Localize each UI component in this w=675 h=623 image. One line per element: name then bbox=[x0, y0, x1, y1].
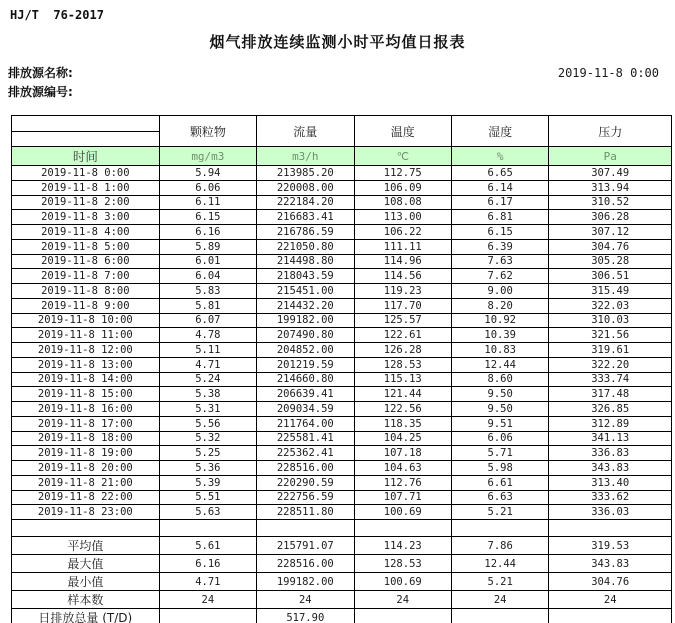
blank-cell bbox=[549, 520, 672, 537]
row-value-4: 317.48 bbox=[549, 387, 672, 402]
unit-0: mg/m3 bbox=[159, 147, 256, 166]
table-row bbox=[12, 284, 672, 299]
summary-value-4: 343.83 bbox=[549, 555, 672, 573]
row-value-0: 5.24 bbox=[159, 372, 256, 387]
row-value-3: 6.15 bbox=[451, 225, 548, 240]
row-value-3: 8.20 bbox=[451, 298, 548, 313]
row-time: 2019-11-8 16:00 bbox=[12, 402, 160, 417]
row-value-3: 12.44 bbox=[451, 357, 548, 372]
row-value-4: 313.94 bbox=[549, 180, 672, 195]
row-value-2: 112.76 bbox=[354, 475, 451, 490]
table-header bbox=[12, 116, 672, 166]
row-value-0: 6.01 bbox=[159, 254, 256, 269]
table-row bbox=[12, 298, 672, 313]
summary-value-3: 5.21 bbox=[451, 573, 548, 591]
row-value-1: 206639.41 bbox=[257, 387, 354, 402]
table-row bbox=[12, 254, 672, 269]
table-row bbox=[12, 446, 672, 461]
summary-value-4: 319.53 bbox=[549, 537, 672, 555]
summary-value-0: 5.61 bbox=[159, 537, 256, 555]
table-row bbox=[12, 225, 672, 240]
report-timestamp: 2019-11-8 0:00 bbox=[557, 66, 659, 80]
table-row bbox=[12, 180, 672, 195]
source-name-label: 排放源名称: bbox=[8, 66, 73, 80]
table-row bbox=[12, 387, 672, 402]
row-value-0: 5.56 bbox=[159, 416, 256, 431]
table-row bbox=[12, 210, 672, 225]
row-value-1: 218043.59 bbox=[257, 269, 354, 284]
row-value-3: 6.63 bbox=[451, 490, 548, 505]
row-value-3: 6.61 bbox=[451, 475, 548, 490]
table-row bbox=[12, 166, 672, 181]
row-value-2: 104.63 bbox=[354, 461, 451, 476]
row-value-0: 6.11 bbox=[159, 195, 256, 210]
row-value-1: 204852.00 bbox=[257, 343, 354, 358]
summary-row bbox=[12, 573, 672, 591]
summary-value-1: 517.90 bbox=[257, 609, 354, 623]
row-value-1: 220008.00 bbox=[257, 180, 354, 195]
row-value-2: 122.61 bbox=[354, 328, 451, 343]
row-value-2: 104.25 bbox=[354, 431, 451, 446]
row-value-3: 6.65 bbox=[451, 166, 548, 181]
summary-value-1: 199182.00 bbox=[257, 573, 354, 591]
column-header-2: 温度 bbox=[354, 116, 451, 147]
standard-number: HJ/T 76-2017 bbox=[10, 8, 104, 22]
row-value-2: 114.56 bbox=[354, 269, 451, 284]
row-time: 2019-11-8 12:00 bbox=[12, 343, 160, 358]
row-time: 2019-11-8 10:00 bbox=[12, 313, 160, 328]
row-value-4: 307.49 bbox=[549, 166, 672, 181]
source-code-label: 排放源编号: bbox=[8, 85, 73, 99]
row-value-1: 222756.59 bbox=[257, 490, 354, 505]
row-value-4: 319.61 bbox=[549, 343, 672, 358]
table-row bbox=[12, 505, 672, 520]
summary-value-0: 6.16 bbox=[159, 555, 256, 573]
row-value-1: 216683.41 bbox=[257, 210, 354, 225]
row-value-2: 100.69 bbox=[354, 505, 451, 520]
row-value-4: 336.83 bbox=[549, 446, 672, 461]
row-value-1: 199182.00 bbox=[257, 313, 354, 328]
row-value-0: 6.07 bbox=[159, 313, 256, 328]
summary-value-4: 24 bbox=[549, 591, 672, 609]
column-header-0: 颗粒物 bbox=[159, 116, 256, 147]
row-value-4: 333.74 bbox=[549, 372, 672, 387]
row-value-2: 121.44 bbox=[354, 387, 451, 402]
row-value-0: 5.63 bbox=[159, 505, 256, 520]
row-time: 2019-11-8 0:00 bbox=[12, 166, 160, 181]
summary-row bbox=[12, 591, 672, 609]
table-row bbox=[12, 313, 672, 328]
row-value-0: 4.71 bbox=[159, 357, 256, 372]
row-value-4: 322.03 bbox=[549, 298, 672, 313]
row-value-1: 225581.41 bbox=[257, 431, 354, 446]
row-value-4: 322.20 bbox=[549, 357, 672, 372]
blank-cell bbox=[159, 520, 256, 537]
row-value-3: 5.98 bbox=[451, 461, 548, 476]
row-value-3: 9.50 bbox=[451, 402, 548, 417]
row-time: 2019-11-8 5:00 bbox=[12, 239, 160, 254]
header-row-1 bbox=[12, 116, 672, 132]
row-value-3: 5.21 bbox=[451, 505, 548, 520]
row-value-1: 201219.59 bbox=[257, 357, 354, 372]
corner-cell-bottom bbox=[12, 132, 160, 147]
row-value-1: 213985.20 bbox=[257, 166, 354, 181]
row-value-3: 9.51 bbox=[451, 416, 548, 431]
row-time: 2019-11-8 21:00 bbox=[12, 475, 160, 490]
row-value-1: 207490.80 bbox=[257, 328, 354, 343]
row-value-2: 126.28 bbox=[354, 343, 451, 358]
row-time: 2019-11-8 20:00 bbox=[12, 461, 160, 476]
row-value-0: 5.31 bbox=[159, 402, 256, 417]
summary-value-2: 114.23 bbox=[354, 537, 451, 555]
blank-cell bbox=[257, 520, 354, 537]
row-value-2: 122.56 bbox=[354, 402, 451, 417]
row-value-1: 215451.00 bbox=[257, 284, 354, 299]
column-header-1: 流量 bbox=[257, 116, 354, 147]
row-value-3: 9.50 bbox=[451, 387, 548, 402]
summary-value-3 bbox=[451, 609, 548, 623]
row-time: 2019-11-8 6:00 bbox=[12, 254, 160, 269]
row-value-0: 5.89 bbox=[159, 239, 256, 254]
row-time: 2019-11-8 13:00 bbox=[12, 357, 160, 372]
summary-value-0 bbox=[159, 609, 256, 623]
row-time: 2019-11-8 4:00 bbox=[12, 225, 160, 240]
row-value-2: 114.96 bbox=[354, 254, 451, 269]
table-row bbox=[12, 475, 672, 490]
blank-cell bbox=[354, 520, 451, 537]
summary-value-3: 24 bbox=[451, 591, 548, 609]
table-row bbox=[12, 372, 672, 387]
table-body bbox=[12, 166, 672, 623]
summary-value-0: 24 bbox=[159, 591, 256, 609]
summary-label: 样本数 bbox=[12, 591, 160, 609]
row-value-0: 6.15 bbox=[159, 210, 256, 225]
summary-value-1: 228516.00 bbox=[257, 555, 354, 573]
row-time: 2019-11-8 15:00 bbox=[12, 387, 160, 402]
row-value-4: 321.56 bbox=[549, 328, 672, 343]
unit-4: Pa bbox=[549, 147, 672, 166]
table-row bbox=[12, 461, 672, 476]
row-value-1: 222184.20 bbox=[257, 195, 354, 210]
row-value-3: 10.92 bbox=[451, 313, 548, 328]
row-value-0: 5.39 bbox=[159, 475, 256, 490]
row-value-1: 211764.00 bbox=[257, 416, 354, 431]
row-time: 2019-11-8 14:00 bbox=[12, 372, 160, 387]
row-value-1: 209034.59 bbox=[257, 402, 354, 417]
summary-value-3: 12.44 bbox=[451, 555, 548, 573]
row-value-1: 228516.00 bbox=[257, 461, 354, 476]
row-value-1: 220290.59 bbox=[257, 475, 354, 490]
column-header-4: 压力 bbox=[549, 116, 672, 147]
unit-3: % bbox=[451, 147, 548, 166]
row-value-0: 4.78 bbox=[159, 328, 256, 343]
blank-cell bbox=[451, 520, 548, 537]
row-value-0: 5.38 bbox=[159, 387, 256, 402]
row-value-4: 336.03 bbox=[549, 505, 672, 520]
row-value-3: 6.06 bbox=[451, 431, 548, 446]
row-time: 2019-11-8 11:00 bbox=[12, 328, 160, 343]
row-time: 2019-11-8 7:00 bbox=[12, 269, 160, 284]
row-value-0: 6.04 bbox=[159, 269, 256, 284]
row-value-4: 310.03 bbox=[549, 313, 672, 328]
summary-value-1: 24 bbox=[257, 591, 354, 609]
row-value-4: 310.52 bbox=[549, 195, 672, 210]
row-time: 2019-11-8 22:00 bbox=[12, 490, 160, 505]
row-value-0: 5.83 bbox=[159, 284, 256, 299]
row-value-0: 5.51 bbox=[159, 490, 256, 505]
row-value-2: 112.75 bbox=[354, 166, 451, 181]
row-value-0: 5.25 bbox=[159, 446, 256, 461]
blank-cell bbox=[12, 520, 160, 537]
row-value-3: 6.14 bbox=[451, 180, 548, 195]
row-value-2: 113.00 bbox=[354, 210, 451, 225]
row-value-3: 8.60 bbox=[451, 372, 548, 387]
row-value-0: 6.06 bbox=[159, 180, 256, 195]
row-time: 2019-11-8 23:00 bbox=[12, 505, 160, 520]
row-time: 2019-11-8 3:00 bbox=[12, 210, 160, 225]
row-time: 2019-11-8 8:00 bbox=[12, 284, 160, 299]
row-value-1: 221050.80 bbox=[257, 239, 354, 254]
row-value-3: 10.83 bbox=[451, 343, 548, 358]
table-row bbox=[12, 416, 672, 431]
row-value-1: 225362.41 bbox=[257, 446, 354, 461]
table-row bbox=[12, 490, 672, 505]
row-value-4: 304.76 bbox=[549, 239, 672, 254]
row-value-4: 326.85 bbox=[549, 402, 672, 417]
row-value-2: 107.18 bbox=[354, 446, 451, 461]
row-value-3: 6.81 bbox=[451, 210, 548, 225]
summary-value-2: 100.69 bbox=[354, 573, 451, 591]
row-value-2: 106.22 bbox=[354, 225, 451, 240]
summary-value-1: 215791.07 bbox=[257, 537, 354, 555]
table-row bbox=[12, 402, 672, 417]
hourly-average-table bbox=[11, 115, 672, 623]
row-value-0: 5.32 bbox=[159, 431, 256, 446]
row-value-1: 214498.80 bbox=[257, 254, 354, 269]
row-value-3: 6.17 bbox=[451, 195, 548, 210]
row-value-4: 305.28 bbox=[549, 254, 672, 269]
table-row bbox=[12, 328, 672, 343]
row-value-2: 118.35 bbox=[354, 416, 451, 431]
unit-1: m3/h bbox=[257, 147, 354, 166]
summary-value-2 bbox=[354, 609, 451, 623]
summary-value-2: 128.53 bbox=[354, 555, 451, 573]
row-value-3: 6.39 bbox=[451, 239, 548, 254]
row-value-2: 128.53 bbox=[354, 357, 451, 372]
row-time: 2019-11-8 17:00 bbox=[12, 416, 160, 431]
row-value-0: 5.36 bbox=[159, 461, 256, 476]
row-value-4: 343.83 bbox=[549, 461, 672, 476]
table-row bbox=[12, 269, 672, 284]
row-value-4: 306.28 bbox=[549, 210, 672, 225]
summary-value-4: 304.76 bbox=[549, 573, 672, 591]
summary-value-2: 24 bbox=[354, 591, 451, 609]
time-header: 时间 bbox=[12, 147, 160, 166]
summary-value-3: 7.86 bbox=[451, 537, 548, 555]
row-value-3: 10.39 bbox=[451, 328, 548, 343]
table-row bbox=[12, 357, 672, 372]
row-time: 2019-11-8 9:00 bbox=[12, 298, 160, 313]
summary-row bbox=[12, 555, 672, 573]
summary-label: 最大值 bbox=[12, 555, 160, 573]
row-value-2: 108.08 bbox=[354, 195, 451, 210]
row-value-2: 111.11 bbox=[354, 239, 451, 254]
row-value-4: 333.62 bbox=[549, 490, 672, 505]
corner-cell-top bbox=[12, 116, 160, 132]
summary-value-4 bbox=[549, 609, 672, 623]
row-value-2: 106.09 bbox=[354, 180, 451, 195]
unit-row bbox=[12, 147, 672, 166]
row-value-3: 9.00 bbox=[451, 284, 548, 299]
column-header-3: 湿度 bbox=[451, 116, 548, 147]
summary-value-0: 4.71 bbox=[159, 573, 256, 591]
row-value-1: 214660.80 bbox=[257, 372, 354, 387]
row-time: 2019-11-8 19:00 bbox=[12, 446, 160, 461]
summary-label: 平均值 bbox=[12, 537, 160, 555]
row-value-2: 115.13 bbox=[354, 372, 451, 387]
table-row bbox=[12, 431, 672, 446]
summary-label: 日排放总量 (T/D) bbox=[12, 609, 160, 623]
row-time: 2019-11-8 2:00 bbox=[12, 195, 160, 210]
blank-row bbox=[12, 520, 672, 537]
row-value-2: 107.71 bbox=[354, 490, 451, 505]
row-value-0: 5.81 bbox=[159, 298, 256, 313]
summary-row bbox=[12, 537, 672, 555]
row-value-2: 119.23 bbox=[354, 284, 451, 299]
row-time: 2019-11-8 18:00 bbox=[12, 431, 160, 446]
row-value-3: 7.62 bbox=[451, 269, 548, 284]
table-row bbox=[12, 343, 672, 358]
row-value-2: 117.70 bbox=[354, 298, 451, 313]
report-title: 烟气排放连续监测小时平均值日报表 bbox=[209, 33, 466, 51]
row-value-1: 228511.80 bbox=[257, 505, 354, 520]
row-value-3: 7.63 bbox=[451, 254, 548, 269]
row-value-4: 306.51 bbox=[549, 269, 672, 284]
row-time: 2019-11-8 1:00 bbox=[12, 180, 160, 195]
row-value-4: 312.89 bbox=[549, 416, 672, 431]
row-value-4: 341.13 bbox=[549, 431, 672, 446]
row-value-1: 214432.20 bbox=[257, 298, 354, 313]
unit-2: ℃ bbox=[354, 147, 451, 166]
table-row bbox=[12, 239, 672, 254]
summary-row bbox=[12, 609, 672, 623]
row-value-1: 216786.59 bbox=[257, 225, 354, 240]
row-value-2: 125.57 bbox=[354, 313, 451, 328]
table-row bbox=[12, 195, 672, 210]
row-value-4: 315.49 bbox=[549, 284, 672, 299]
row-value-0: 5.94 bbox=[159, 166, 256, 181]
row-value-0: 6.16 bbox=[159, 225, 256, 240]
row-value-4: 313.40 bbox=[549, 475, 672, 490]
row-value-3: 5.71 bbox=[451, 446, 548, 461]
row-value-0: 5.11 bbox=[159, 343, 256, 358]
summary-label: 最小值 bbox=[12, 573, 160, 591]
row-value-4: 307.12 bbox=[549, 225, 672, 240]
